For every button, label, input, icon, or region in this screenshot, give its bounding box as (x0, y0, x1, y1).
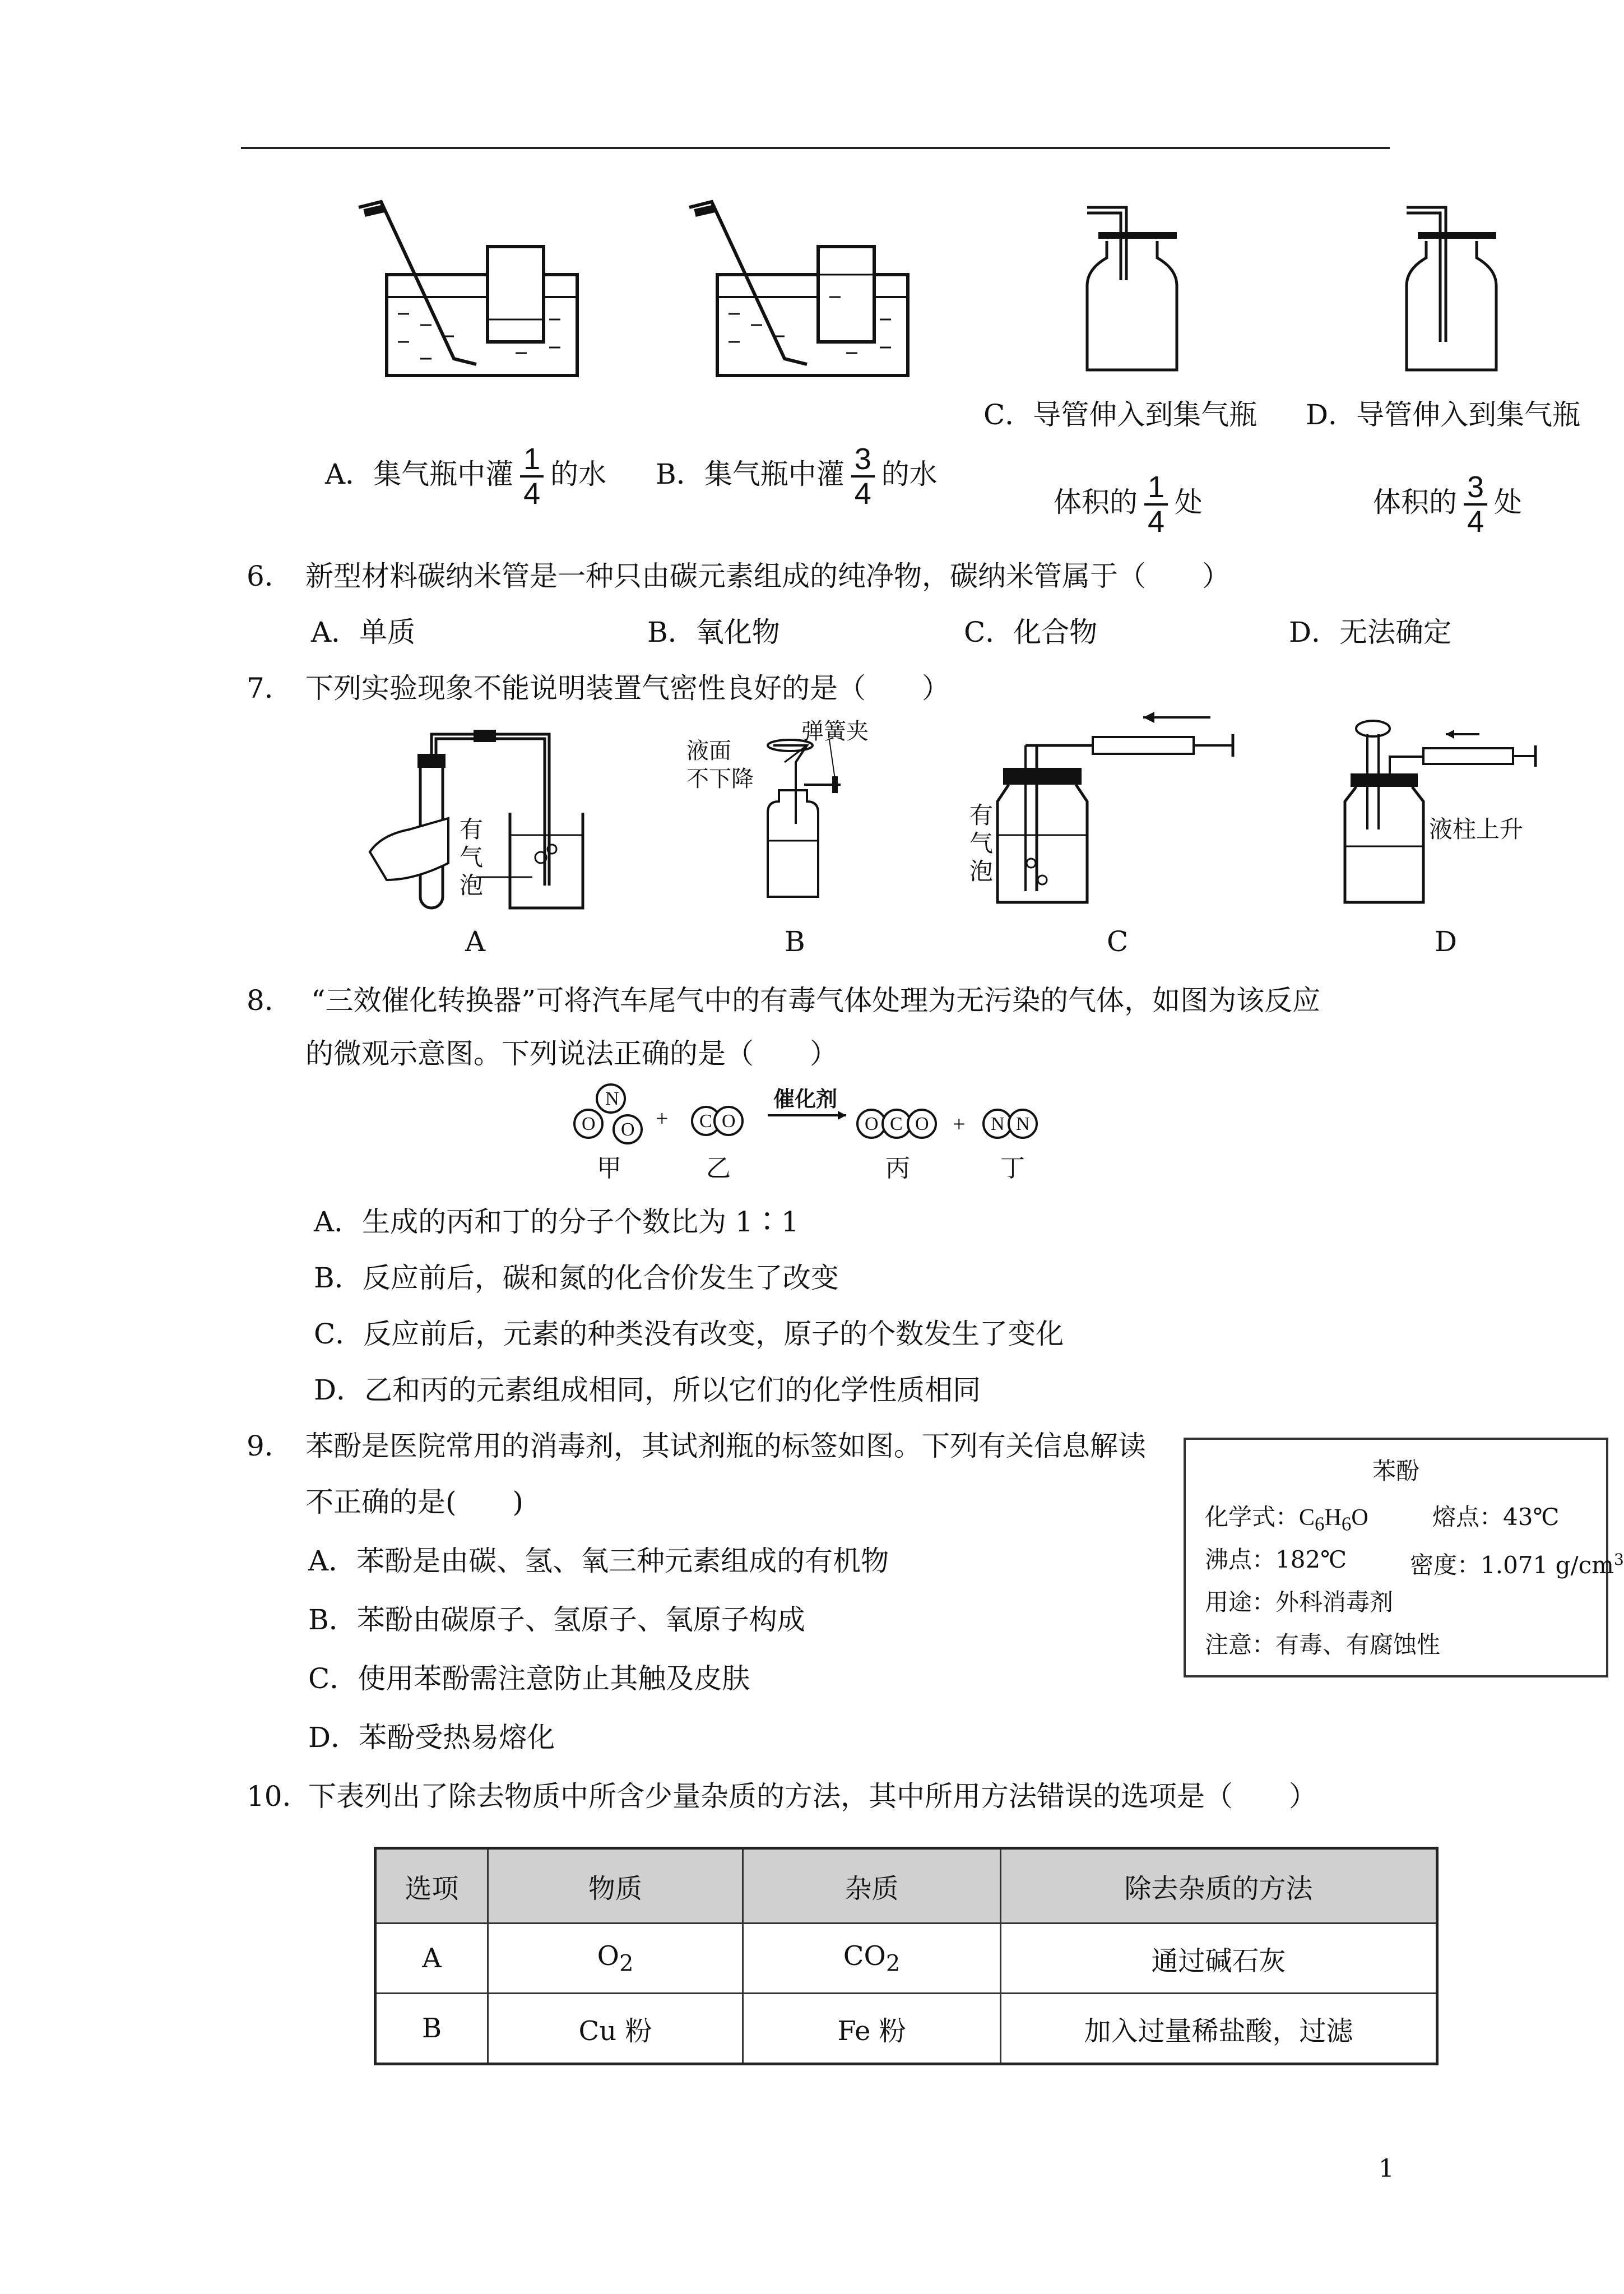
table-cell: Fe 粉 (743, 1994, 1001, 2064)
q9-option-b: B．苯酚由碳原子、氢原子、氧原子构成 (308, 1604, 805, 1636)
atom-o-4: O (865, 1114, 879, 1134)
q5-option-a: A．集气瓶中灌 $\frac{1}{4}$ 的水 (325, 442, 607, 511)
table-row (375, 1994, 1437, 2064)
q7-number: 7． (247, 672, 293, 705)
table-header-impurity: 杂质 (743, 1848, 1001, 1924)
q9-option-a: A．苯酚是由碳、氢、氧三种元素组成的有机物 (308, 1545, 889, 1577)
atom-c-2: C (890, 1114, 903, 1134)
q5-option-d-line2: 体积的 $\frac{3}{4}$ 处 (1373, 470, 1523, 539)
atom-c-1: C (699, 1111, 712, 1132)
atom-o-5: O (915, 1114, 929, 1134)
q5-figure-c (1065, 196, 1210, 381)
q7-b-liquid-1: 液面 (686, 738, 731, 764)
q9-stem-line2: 不正确的是( ) (305, 1486, 524, 1518)
name-bing: 丙 (885, 1155, 910, 1182)
q8-stem-line1: “三效催化转换器”可将汽车尾气中的有毒气体处理为无污染的气体，如图为该反应 (311, 984, 1321, 1017)
table-cell: Cu 粉 (488, 1994, 743, 2064)
q7-a-bubble-3: 泡 (460, 872, 484, 899)
name-jia: 甲 (597, 1155, 621, 1182)
phenol-use: 用途：外科消毒剂 (1205, 1588, 1394, 1616)
phenol-density: 密度：1.071 $g/cm^3$ (1410, 1550, 1624, 1579)
q5-figure-b (678, 191, 936, 392)
q6-option-c: C．化合物 (964, 616, 1098, 648)
table-header-substance: 物质 (488, 1848, 743, 1924)
name-yi: 乙 (706, 1155, 731, 1182)
atom-o-1: O (582, 1114, 596, 1134)
q6-option-a: A．单质 (311, 616, 416, 648)
plus-1: + (656, 1106, 669, 1131)
q6-option-b: B．氧化物 (647, 616, 780, 648)
q7-figure-c (975, 723, 1255, 914)
phenol-melting: 熔点：43℃ (1432, 1503, 1560, 1531)
q7-b-liquid-2: 不下降 (686, 766, 754, 792)
phenol-note: 注意：有毒、有腐蚀性 (1205, 1631, 1441, 1658)
q9-option-c: C．使用苯酚需注意防止其触及皮肤 (308, 1662, 750, 1695)
atom-o-3: O (722, 1111, 736, 1132)
q8-option-b: B．反应前后，碳和氮的化合价发生了改变 (314, 1262, 839, 1294)
q8-number: 8． (247, 984, 293, 1017)
q7-caption-d: D (1435, 925, 1458, 958)
name-ding: 丁 (1000, 1155, 1025, 1182)
q7-d-rise: 液柱上升 (1429, 815, 1524, 843)
table-cell: B (375, 1994, 488, 2064)
table-header-row (375, 1848, 1437, 1924)
table-cell: 加入过量稀盐酸，过滤 (1001, 1994, 1437, 2064)
q7-a-bubble-2: 气 (460, 844, 484, 871)
q6-stem: 新型材料碳纳米管是一种只由碳元素组成的纯净物，碳纳米管属于（ ） (305, 560, 1230, 592)
q5-option-b: B．集气瓶中灌 $\frac{3}{4}$ 的水 (656, 442, 938, 511)
q5-option-c-line2: 体积的 $\frac{1}{4}$ 处 (1054, 470, 1203, 539)
q5-figure-a (347, 191, 605, 392)
q7-c-bubble-3: 泡 (969, 858, 994, 885)
q7-c-bubble-1: 有 (969, 801, 994, 829)
q7-caption-b: B (785, 925, 805, 958)
q6-number: 6． (247, 560, 293, 592)
phenol-label (1184, 1438, 1624, 1677)
table-header-option: 选项 (375, 1848, 488, 1924)
q8-stem-line2: 的微观示意图。下列说法正确的是（ ） (305, 1037, 838, 1070)
table-header-method: 除去杂质的方法 (1001, 1848, 1437, 1924)
q8-reaction-diagram (566, 1082, 1070, 1194)
phenol-label-title: 苯酚 (1372, 1457, 1419, 1485)
atom-n-1: N (605, 1088, 619, 1109)
q7-caption-a: A (465, 925, 486, 958)
table-cell: 通过碱石灰 (1001, 1924, 1437, 1994)
table-row (375, 1924, 1437, 1994)
q7-figure-a (364, 723, 644, 919)
header-rule (241, 147, 1390, 149)
q8-option-a: A．生成的丙和丁的分子个数比为 1∶1 (314, 1206, 799, 1238)
phenol-boiling: 沸点：182℃ (1205, 1546, 1347, 1573)
q10-stem: 下表列出了除去物质中所含少量杂质的方法，其中所用方法错误的选项是（ ） (308, 1780, 1317, 1813)
q6-option-d: D．无法确定 (1289, 616, 1452, 648)
q8-option-d: D．乙和丙的元素组成相同，所以它们的化学性质相同 (314, 1374, 981, 1406)
plus-2: + (953, 1111, 966, 1137)
q9-number: 9． (247, 1430, 293, 1462)
q8-option-c: C．反应前后，元素的种类没有改变，原子的个数发生了变化 (314, 1318, 1064, 1350)
q9-option-d: D．苯酚受热易熔化 (308, 1721, 555, 1754)
impurity-table (374, 1847, 1439, 2065)
q7-figure-b (751, 729, 919, 919)
page-number: 1 (1379, 2154, 1394, 2183)
q5-figure-d (1384, 196, 1530, 381)
q9-stem-line1: 苯酚是医院常用的消毒剂，其试剂瓶的标签如图。下列有关信息解读 (305, 1430, 1146, 1462)
q5-option-c-line1: C．导管伸入到集气瓶 (983, 398, 1258, 431)
catalyst-label: 催化剂 (773, 1087, 838, 1111)
q7-c-bubble-2: 气 (969, 829, 994, 857)
table-cell: $O_2$ (488, 1924, 743, 1994)
q5-option-d-line1: D．导管伸入到集气瓶 (1306, 398, 1581, 431)
q10-number: 10． (247, 1780, 310, 1813)
table-cell: $CO_2$ (743, 1924, 1001, 1994)
q7-stem: 下列实验现象不能说明装置气密性良好的是（ ） (305, 672, 950, 705)
table-cell: A (375, 1924, 488, 1994)
atom-n-2: N (991, 1114, 1005, 1134)
atom-n-3: N (1016, 1114, 1030, 1134)
q7-b-clip: 弹簧夹 (801, 719, 869, 744)
q7-caption-c: C (1107, 925, 1129, 958)
phenol-formula-row: 化学式：$C_6H_6O$ (1205, 1503, 1368, 1535)
q7-a-bubble-1: 有 (460, 815, 484, 843)
atom-o-2: O (621, 1119, 635, 1140)
